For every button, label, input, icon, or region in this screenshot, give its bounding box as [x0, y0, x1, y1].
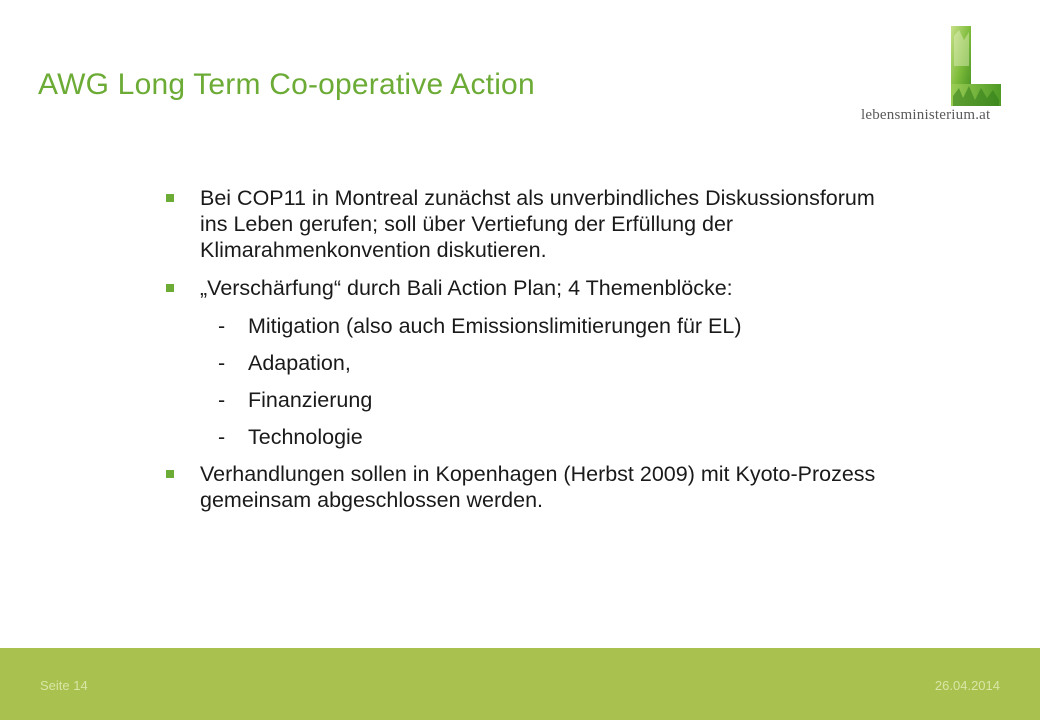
bullet-square-icon	[166, 194, 174, 202]
dash-marker: -	[218, 351, 226, 375]
bullet-square-icon	[166, 284, 174, 292]
lebensministerium-logo	[857, 26, 1017, 136]
sub-item	[162, 387, 882, 413]
sub-item-text: Technologie	[248, 425, 363, 449]
bullet-text: Verhandlungen sollen in Kopenhagen (Herbst 2009) mit Kyoto-Prozess gemeinsam abgeschlossen werden.	[200, 462, 876, 512]
dash-marker: -	[218, 388, 226, 412]
sub-item	[162, 424, 882, 450]
page-number: Seite 14	[40, 678, 88, 693]
footer-bar	[0, 648, 1040, 720]
sub-item-text: Finanzierung	[248, 388, 373, 412]
sub-item-text: Adapation,	[248, 351, 351, 375]
bullet-text: „Verschärfung“ durch Bali Action Plan; 4 Themenblöcke:	[200, 276, 733, 300]
bullet-item	[162, 275, 882, 301]
sub-item	[162, 313, 882, 339]
sub-item-text: Mitigation (also auch Emissionslimitierungen für EL)	[248, 314, 742, 338]
footer-date: 26.04.2014	[934, 678, 1000, 693]
bullet-item	[162, 185, 882, 263]
logo-l-mark-icon	[945, 26, 1003, 108]
bullet-text: Bei COP11 in Montreal zunächst als unverbindliches Diskussionsforum ins Leben gerufen; soll über Vertiefung der Erfüllung der Klimarahmenkonvention diskutieren.	[200, 186, 875, 262]
bullet-item	[162, 461, 882, 513]
slide-title: AWG Long Term Co-operative Action	[38, 68, 535, 101]
dash-marker: -	[218, 425, 226, 449]
slide-content	[162, 185, 882, 525]
dash-marker: -	[218, 314, 226, 338]
bullet-square-icon	[166, 470, 174, 478]
logo-text: lebensministerium.at	[861, 107, 991, 123]
sub-item	[162, 350, 882, 376]
